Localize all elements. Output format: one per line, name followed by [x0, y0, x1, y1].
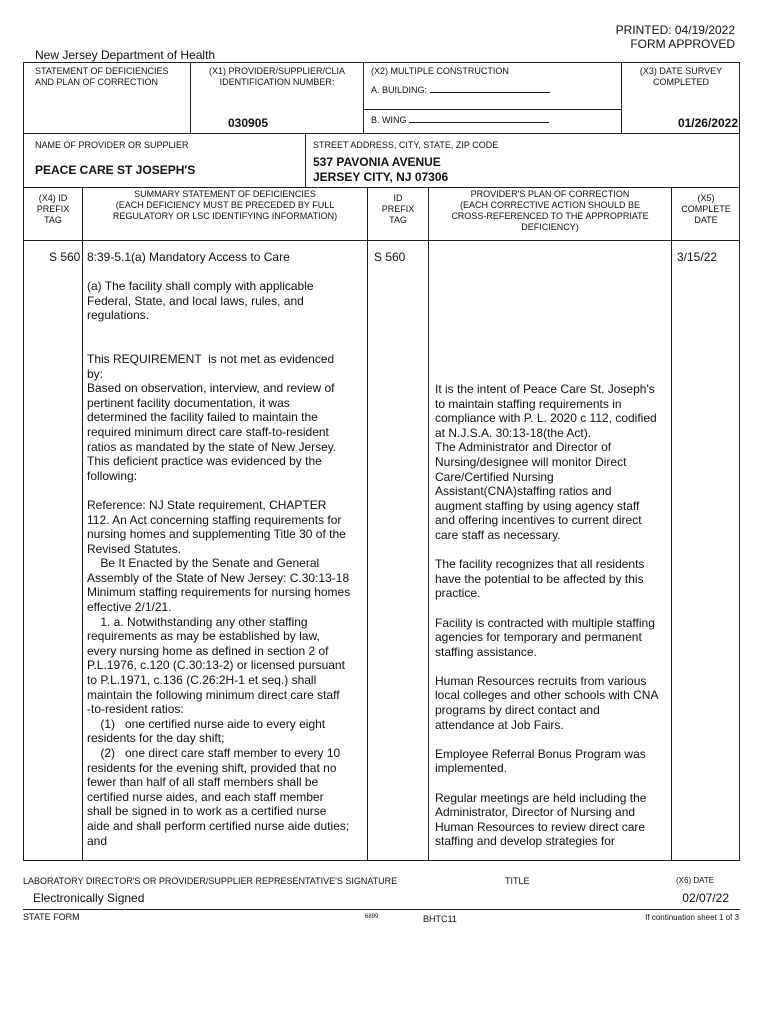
- street-address: 537 PAVONIA AVENUE: [313, 155, 441, 169]
- x3-label: (X3) DATE SURVEY COMPLETED: [639, 66, 723, 87]
- divider: [367, 187, 368, 861]
- complete-date: 3/15/22: [677, 250, 718, 264]
- signature-value: Electronically Signed: [33, 891, 145, 905]
- provider-name: PEACE CARE ST JOSEPH'S: [35, 163, 196, 177]
- continuation-note: If continuation sheet 1 of 3: [645, 913, 739, 922]
- signature-date: 02/07/22: [682, 891, 729, 905]
- plan-header: PROVIDER'S PLAN OF CORRECTION (EACH CORRECTIVE ACTION SHOULD BE CROSS-REFERENCED TO THE APPROPRIATE DEFICIENCY): [451, 189, 649, 232]
- plan-paragraph: Employee Referral Bonus Program was implemented.: [435, 746, 646, 776]
- plan-paragraph: Facility is contracted with multiple staffing agencies for temporary and permanent staffing assistance.: [435, 615, 655, 659]
- building-label: A. BUILDING:: [371, 85, 428, 95]
- divider: [363, 109, 621, 110]
- building-blank: [430, 83, 550, 93]
- divider: [23, 133, 740, 134]
- plan-text: [435, 382, 671, 849]
- divider: [428, 187, 429, 861]
- x2-label: (X2) MULTIPLE CONSTRUCTION: [371, 66, 509, 76]
- plan-paragraph: It is the intent of Peace Care St. Joseph's to maintain staffing requirements in compliance with P. L. 2020 c 112, codified at N.J.S.A. 30:13-18(the Act). The Administrator and Director of Nursing/designee will monitor Direct Care/Certified Nursing Assistant(CNA)staffing ratios and augment staffing by using agency staff and offering incentives to current direct care staff as necessary.: [435, 382, 657, 542]
- form-number: 6899: [365, 914, 379, 920]
- provider-name-label: NAME OF PROVIDER OR SUPPLIER: [35, 140, 189, 150]
- statement-label: STATEMENT OF DEFICIENCIES AND PLAN OF CORRECTION: [35, 66, 169, 87]
- building-field: [371, 83, 550, 96]
- plan-paragraph: Human Resources recruits from various local colleges and other schools with CNA programs by direct contact and attendance at Job Fairs.: [435, 673, 659, 732]
- address-label: STREET ADDRESS, CITY, STATE, ZIP CODE: [313, 140, 499, 150]
- x5-header: (X5) COMPLETE DATE: [681, 193, 731, 225]
- summary-header: SUMMARY STATEMENT OF DEFICIENCIES (EACH DEFICIENCY MUST BE PRECEDED BY FULL REGULATORY OR LSC IDENTIFYING INFORMATION): [112, 189, 338, 221]
- deficiency-tag: S 560: [49, 250, 81, 264]
- divider: [23, 187, 740, 188]
- state-form-label: STATE FORM: [23, 912, 80, 922]
- x1-label: (X1) PROVIDER/SUPPLIER/CLIA IDENTIFICATION NUMBER:: [208, 66, 346, 87]
- form-approved: FORM APPROVED: [630, 37, 735, 51]
- summary-paragraph: (a) The facility shall comply with applicable Federal, State, and local laws, rules, and regulations.: [87, 279, 314, 323]
- divider: [621, 62, 622, 133]
- city-state-zip: JERSEY CITY, NJ 07306: [313, 170, 449, 184]
- summary-paragraph: Reference: NJ State requirement, CHAPTER 112. An Act concerning staffing requirements for nursing homes and supplementing Title 30 of the Revised Statutes. Be It Enacted by the Senate and General Assembly of the State of New Jersey: C.30:13-18 Minimum staffing requirements for nursing homes effective 2/1/21. 1. a. Notwithstanding any other staffing requirements as may be established by law, every nursing home as defined in section 2 of P.L.1976, c.120 (C.30:13-2) or licensed pursuant to P.L.1971, c.136 (C.26:2H-1 et seq.) shall maintain the following minimum direct care staff -to-resident ratios: (1) one certified nurse aide to every eight residents for the day shift; (2) one direct care staff member to every 10 residents for the evening shift, provided that no fewer than half of all staff members shall be certified nurse aides, and each staff member shall be signed in to work as a certified nurse aide and shall perform certified nurse aide duties; and: [87, 497, 351, 848]
- divider: [82, 187, 83, 861]
- divider: [305, 133, 306, 187]
- agency-name: New Jersey Department of Health: [35, 48, 216, 62]
- wing-field: [371, 113, 549, 126]
- signature-label: LABORATORY DIRECTOR'S OR PROVIDER/SUPPLIER REPRESENTATIVE'S SIGNATURE: [23, 876, 398, 886]
- plan-paragraph: The facility recognizes that all residents have the potential to be affected by this practice.: [435, 557, 645, 601]
- deficiency-title: 8:39-5.1(a) Mandatory Access to Care: [87, 250, 290, 264]
- printed-date: PRINTED: 04/19/2022: [615, 23, 735, 37]
- wing-label: B. WING: [371, 115, 407, 125]
- divider: [671, 187, 672, 861]
- plan-paragraph: Regular meetings are held including the Administrator, Director of Nursing and Human Resources to review direct care staffing and develop strategies for: [435, 790, 647, 849]
- summary-paragraph: This REQUIREMENT is not met as evidenced by: Based on observation, interview, and review of pertinent facility documentation, it was determined the facility failed to maintain the required minimum direct care staff-to-resident ratios as mandated by the state of New Jersey. This deficient practice was evidenced by the following:: [87, 351, 337, 483]
- survey-date: 01/26/2022: [677, 116, 738, 130]
- footer-rule: [23, 909, 740, 910]
- provider-id: 030905: [228, 116, 269, 130]
- x6-date-label: (X6) DATE: [676, 876, 715, 885]
- id-prefix-header: ID PREFIX TAG: [381, 193, 415, 225]
- divider: [363, 62, 364, 133]
- event-id: BHTC11: [423, 914, 457, 924]
- summary-text: [87, 279, 367, 848]
- title-label: TITLE: [505, 876, 530, 886]
- divider: [190, 62, 191, 133]
- x4-header: (X4) ID PREFIX TAG: [36, 193, 70, 225]
- print-info: [616, 23, 735, 51]
- divider: [23, 240, 740, 241]
- plan-tag: S 560: [374, 250, 406, 264]
- wing-blank: [409, 113, 549, 123]
